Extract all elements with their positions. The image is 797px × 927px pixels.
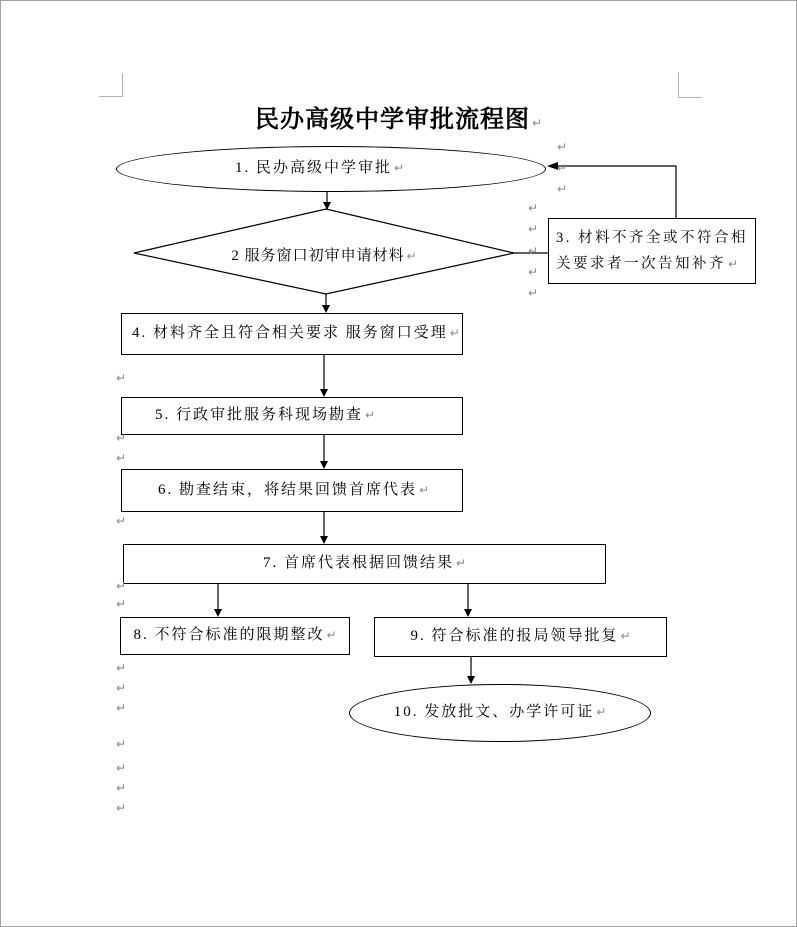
node-4-accept-rect[interactable] <box>121 313 463 355</box>
node-9-label: 9. 符合标准的报局领导批复 <box>410 628 619 645</box>
paragraph-mark: ↵ <box>528 244 539 258</box>
arrowhead-down <box>214 609 222 617</box>
paragraph-mark: ↵ <box>728 257 739 271</box>
node-7-chief-rep-rect[interactable] <box>123 544 606 584</box>
node-2-label: 2 服务窗口初审申请材料 <box>231 248 405 264</box>
paragraph-mark: ↵ <box>116 451 127 465</box>
paragraph-mark: ↵ <box>116 661 127 675</box>
paragraph-mark: ↵ <box>116 761 127 775</box>
paragraph-mark: ↵ <box>326 628 337 643</box>
node-2-decision-diamond[interactable] <box>134 244 514 265</box>
paragraph-mark: ↵ <box>528 286 539 300</box>
paragraph-mark: ↵ <box>419 482 430 497</box>
arrowhead-down <box>467 676 475 684</box>
paragraph-mark: ↵ <box>557 140 568 154</box>
paragraph-mark: ↵ <box>394 161 405 176</box>
paragraph-mark: ↵ <box>116 701 127 715</box>
node-5-inspect-rect[interactable] <box>121 397 463 435</box>
node-8-label: 8. 不符合标准的限期整改 <box>133 627 325 644</box>
paragraph-mark: ↵ <box>528 222 539 236</box>
paragraph-mark: ↵ <box>116 514 127 528</box>
paragraph-mark: ↵ <box>557 161 568 175</box>
paragraph-mark: ↵ <box>596 705 607 720</box>
paragraph-mark: ↵ <box>116 371 127 385</box>
paragraph-mark: ↵ <box>116 431 127 445</box>
paragraph-mark: ↵ <box>557 182 568 196</box>
arrowhead-down <box>320 536 328 544</box>
node-9-approve-rect[interactable] <box>374 617 667 657</box>
node-4-label: 4. 材料齐全且符合相关要求 服务窗口受理 <box>132 325 448 342</box>
arrowhead-down <box>464 609 472 617</box>
node-5-label: 5. 行政审批服务科现场勘查 <box>155 407 364 424</box>
node-6-feedback-rect[interactable] <box>121 469 463 512</box>
paragraph-mark: ↵ <box>116 681 127 695</box>
paragraph-mark: ↵ <box>116 737 127 751</box>
node-10-label: 10. 发放批文、办学许可证 <box>393 704 595 721</box>
paragraph-mark: ↵ <box>116 579 127 593</box>
node-1-label: 1. 民办高级中学审批 <box>235 160 393 177</box>
arrowhead-down <box>322 305 330 313</box>
paragraph-mark: ↵ <box>528 265 539 279</box>
arrowhead-down <box>320 461 328 469</box>
node-8-rectify-rect[interactable] <box>120 617 350 655</box>
paragraph-mark: ↵ <box>455 556 467 571</box>
paragraph-mark: ↵ <box>116 781 127 795</box>
paragraph-mark: ↵ <box>531 116 543 130</box>
paragraph-mark: ↵ <box>116 801 127 815</box>
node-7-label: 7. 首席代表根据回馈结果 <box>262 555 454 572</box>
paragraph-mark: ↵ <box>116 597 127 611</box>
node-3-notify-rect[interactable] <box>548 218 756 284</box>
node-10-end-oval[interactable] <box>349 684 651 742</box>
node-6-label: 6. 勘查结束，将结果回馈首席代表 <box>158 481 418 498</box>
paragraph-mark: ↵ <box>620 629 631 644</box>
node-1-start-oval[interactable] <box>116 146 546 192</box>
paragraph-mark: ↵ <box>528 201 539 215</box>
paragraph-mark: ↵ <box>406 249 417 263</box>
paragraph-mark: ↵ <box>365 408 376 423</box>
arrowhead-down <box>320 389 328 397</box>
paragraph-mark: ↵ <box>449 326 460 341</box>
page-title-text: 民办高级中学审批流程图 <box>254 106 530 133</box>
node-3-label: 3. 材料不齐全或不符合相关要求者一次告知补齐 <box>556 230 748 272</box>
